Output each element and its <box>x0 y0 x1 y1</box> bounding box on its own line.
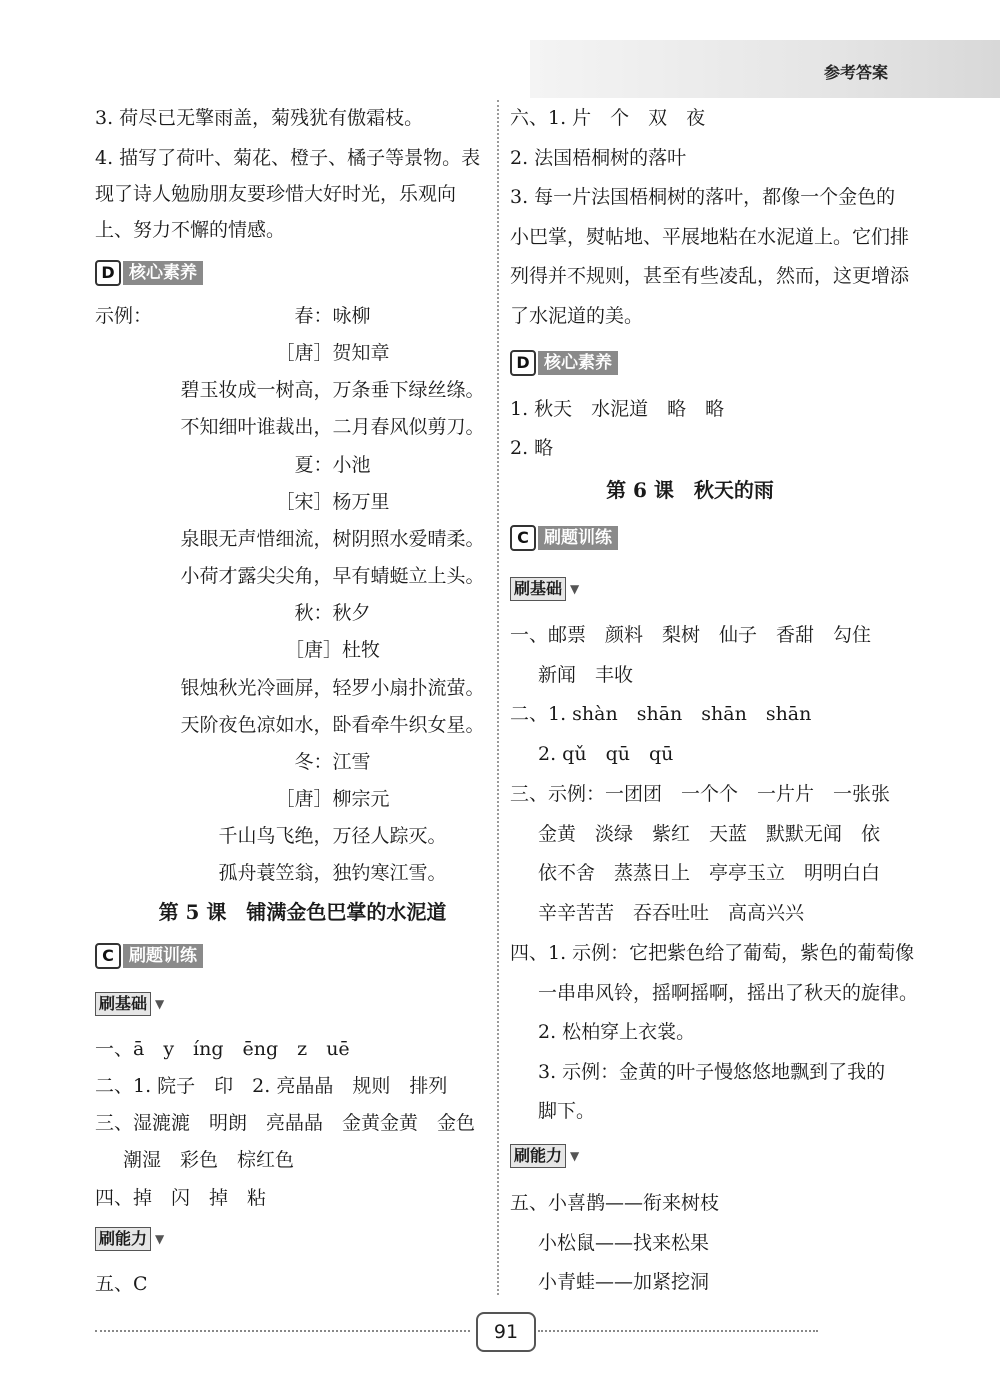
tag-ability <box>510 1144 579 1168</box>
answer-line: 了水泥道的美。 <box>510 305 644 327</box>
poem-line: 不知细叶谁裁出，二月春风似剪刀。 <box>180 416 485 438</box>
answer-line: 一串串风铃，摇啊摇啊，摇出了秋天的旋律。 <box>538 982 919 1004</box>
answer-line: 3. 每一片法国梧桐树的落叶，都像一个金色的 <box>510 186 896 208</box>
answer-line: 1. 秋天 水泥道 略 略 <box>510 398 725 420</box>
answer-line: 脚下。 <box>538 1100 596 1122</box>
poem-line: 天阶夜色凉如水，卧看牵牛织女星。 <box>180 714 485 736</box>
answer-line: 2. qǔ qū qū <box>538 743 674 765</box>
answer-line: 辛辛苦苦 吞吞吐吐 高高兴兴 <box>538 902 805 924</box>
poem-line: 小荷才露尖尖角，早有蜻蜓立上头。 <box>180 565 485 587</box>
answer-line: 3. 示例：金黄的叶子慢悠悠地飘到了我的 <box>538 1061 886 1083</box>
answer-line: 新闻 丰收 <box>538 664 634 686</box>
answer-line: 2. 略 <box>510 437 554 459</box>
answer-line: 依不舍 蒸蒸日上 亭亭玉立 明明白白 <box>538 862 881 884</box>
answer-line: 一、ā y íng ēng z uē <box>95 1038 350 1060</box>
answer-line: 4. 描写了荷叶、菊花、橙子、橘子等景物。表 <box>95 147 481 169</box>
lesson-title: 第 6 课 秋天的雨 <box>606 478 774 502</box>
answer-line: 三、示例：一团团 一个个 一片片 一张张 <box>510 783 891 805</box>
poem-line: 孤舟蓑笠翁，独钓寒江雪。 <box>218 862 447 884</box>
triangle-down-icon: ▼ <box>155 997 165 1011</box>
footer-rule-left <box>95 1330 470 1332</box>
answer-line: 现了诗人勉励朋友要珍惜大好时光，乐观向 <box>95 183 457 205</box>
answer-line: 一、邮票 颜料 梨树 仙子 香甜 勾住 <box>510 624 872 646</box>
poem-line: ［宋］杨万里 <box>275 491 390 513</box>
badge-letter: C <box>95 943 121 969</box>
answer-line: 金黄 淡绿 紫红 天蓝 默默无闻 依 <box>538 823 881 845</box>
triangle-down-icon: ▼ <box>570 1149 580 1163</box>
poem-line: 秋：秋夕 <box>294 602 371 624</box>
poem-line: 冬：江雪 <box>294 751 371 773</box>
answer-line: 2. 法国梧桐树的落叶 <box>510 147 687 169</box>
badge-letter: D <box>510 350 536 376</box>
answer-line: 上、努力不懈的情感。 <box>95 219 286 241</box>
poem-line: ［唐］贺知章 <box>275 342 390 364</box>
tag-basic <box>95 992 164 1016</box>
footer-rule-right <box>538 1330 818 1332</box>
answer-line: 小松鼠——找来松果 <box>538 1232 710 1254</box>
tag-basic <box>510 577 579 601</box>
answer-line: 潮湿 彩色 棕红色 <box>123 1149 295 1171</box>
tag-label: 刷基础 <box>95 992 151 1016</box>
example-label: 示例： <box>95 305 153 327</box>
answer-line: 五、C <box>95 1273 148 1295</box>
answer-line: 二、1. shàn shān shān shān <box>510 703 812 725</box>
answer-line: 2. 松柏穿上衣裳。 <box>538 1021 696 1043</box>
poem-line: ［唐］柳宗元 <box>275 788 390 810</box>
answer-line: 五、小喜鹊——衔来树枝 <box>510 1192 720 1214</box>
answer-line: 3. 荷尽已无擎雨盖，菊残犹有傲霜枝。 <box>95 107 424 129</box>
lesson-title: 第 5 课 铺满金色巴掌的水泥道 <box>158 900 447 924</box>
answer-line: 四、1. 示例：它把紫色给了葡萄，紫色的葡萄像 <box>510 942 915 964</box>
triangle-down-icon: ▼ <box>155 1232 165 1246</box>
section-badge-core-literacy <box>95 261 203 285</box>
poem-line: 银烛秋光冷画屏，轻罗小扇扑流萤。 <box>180 677 485 699</box>
badge-text: 刷题训练 <box>123 944 203 968</box>
section-badge-core-literacy <box>510 351 618 375</box>
header-title: 参考答案 <box>823 63 888 82</box>
header-band <box>530 40 1000 98</box>
answer-line: 六、1. 片 个 双 夜 <box>510 107 706 129</box>
answer-line: 四、掉 闪 掉 粘 <box>95 1187 267 1209</box>
answer-line: 三、湿漉漉 明朗 亮晶晶 金黄金黄 金色 <box>95 1112 476 1134</box>
badge-text: 刷题训练 <box>538 526 618 550</box>
section-badge-practice <box>510 526 618 550</box>
tag-ability <box>95 1227 164 1251</box>
tag-label: 刷能力 <box>510 1144 566 1168</box>
triangle-down-icon: ▼ <box>570 582 580 596</box>
answer-line: 二、1. 院子 印 2. 亮晶晶 规则 排列 <box>95 1075 448 1097</box>
badge-letter: C <box>510 525 536 551</box>
poem-line: 千山鸟飞绝，万径人踪灭。 <box>218 825 447 847</box>
badge-text: 核心素养 <box>123 261 203 285</box>
poem-line: 碧玉妆成一树高，万条垂下绿丝绦。 <box>180 379 485 401</box>
tag-label: 刷基础 <box>510 577 566 601</box>
poem-line: 夏：小池 <box>294 454 371 476</box>
poem-line: 春：咏柳 <box>294 305 371 327</box>
tag-label: 刷能力 <box>95 1227 151 1251</box>
poem-line: ［唐］杜牧 <box>284 639 380 661</box>
page-number: 91 <box>476 1312 536 1352</box>
badge-text: 核心素养 <box>538 351 618 375</box>
badge-letter: D <box>95 260 121 286</box>
answer-line: 小巴掌，熨帖地、平展地粘在水泥道上。它们排 <box>510 226 910 248</box>
poem-line: 泉眼无声惜细流，树阴照水爱晴柔。 <box>180 528 485 550</box>
answer-line: 列得并不规则，甚至有些凌乱，然而，这更增添 <box>510 265 910 287</box>
answer-line: 小青蛙——加紧挖洞 <box>538 1271 710 1293</box>
section-badge-practice <box>95 944 203 968</box>
